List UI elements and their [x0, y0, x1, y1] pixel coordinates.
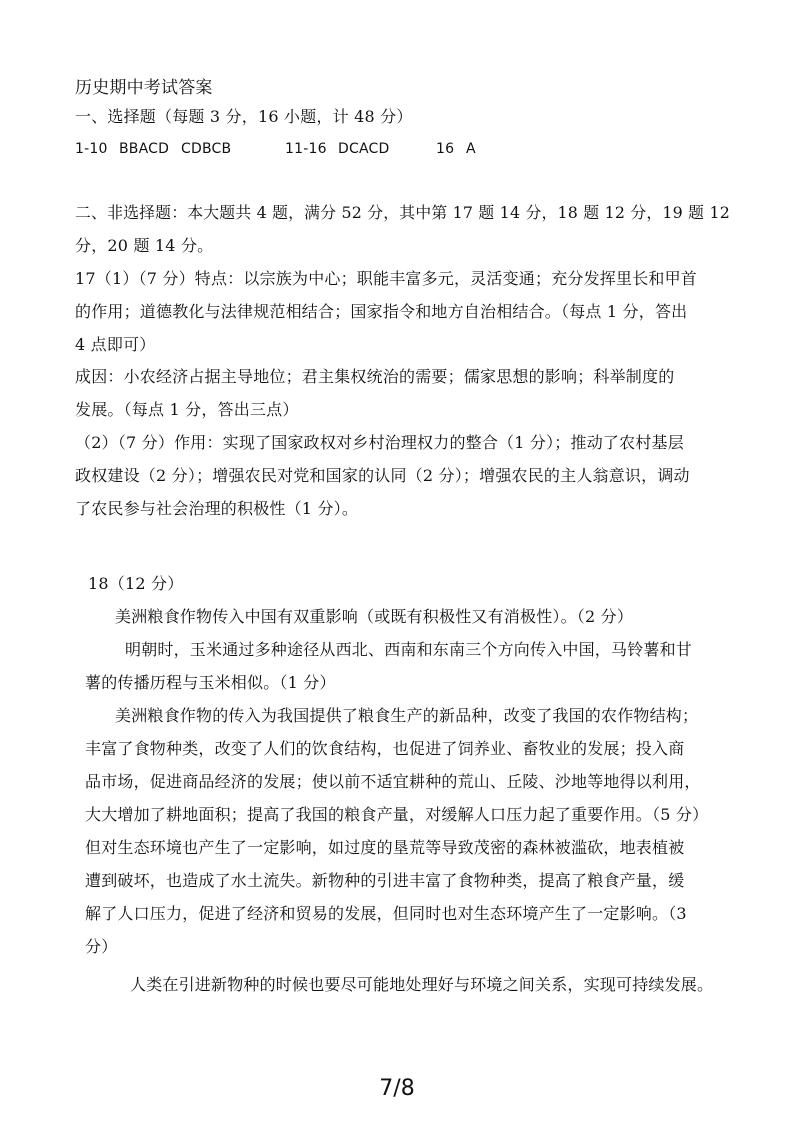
q18-line: 遭到破坏，也造成了水土流失。新物种的引进丰富了食物种类，提高了粮食产量，缓 [85, 871, 685, 890]
q18-line: 品市场，促进商品经济的发展；使以前不适宜耕种的荒山、丘陵、沙地等地得以利用， [85, 772, 701, 791]
q18-line: 分） [85, 937, 118, 956]
mcq-range-11-16: 11-16 [285, 141, 327, 157]
section2-line: 分，20 题 14 分。 [75, 236, 214, 255]
q18-line: 丰富了食物种类，改变了人们的饮食结构，也促进了饲养业、畜牧业的发展；投入商 [85, 739, 685, 758]
mcq-q16-answer: A [466, 141, 476, 157]
mcq-group-1: BBACD [119, 141, 170, 157]
q17-line: 成因：小农经济占据主导地位；君主集权统治的需要；儒家思想的影响；科举制度的 [75, 367, 675, 386]
mcq-group-3: DCACD [338, 141, 390, 157]
q17-line: 政权建设（2 分）；增强农民对党和国家的认同（2 分）；增强农民的主人翁意识，调动 [75, 466, 690, 485]
q18-line: 解了人口压力，促进了经济和贸易的发展，但同时也对生态环境产生了一定影响。（3 [85, 904, 687, 923]
q18-line: 但对生态环境也产生了一定影响，如过度的垦荒等导致茂密的森林被滥砍，地表植被 [85, 838, 685, 857]
q17-line: 的作用；道德教化与法律规范相结合；国家指令和地方自治相结合。（每点 1 分，答出 [75, 302, 688, 321]
q17-line: 了农民参与社会治理的积极性（1 分）。 [75, 499, 359, 518]
q18-line: 人类在引进新物种的时候也要尽可能地处理好与环境之间关系，实现可持续发展。 [130, 975, 714, 994]
q17-line: 4 点即可） [75, 335, 156, 354]
page-number: 7/8 [379, 1076, 415, 1101]
section1-heading: 一、选择题（每题 3 分，16 小题，计 48 分） [75, 107, 413, 126]
q18-line: 美洲粮食作物传入中国有双重影响（或既有积极性又有消极性）。（2 分） [115, 607, 634, 626]
q17-line: （2）（7 分）作用：实现了国家政权对乡村治理权力的整合（1 分）；推动了农村基层 [75, 433, 684, 452]
q17-line: 发展。（每点 1 分，答出三点） [75, 400, 299, 419]
q18-line: 明朝时，玉米通过多种途径从西北、西南和东南三个方向传入中国，马铃薯和甘 [125, 640, 693, 659]
q18-heading: 18（12 分） [88, 574, 184, 593]
mcq-range-1-10: 1-10 [75, 141, 108, 157]
q18-line: 大大增加了耕地面积；提高了我国的粮食产量，对缓解人口压力起了重要作用。（5 分） [85, 805, 709, 824]
q17-line: 17（1）（7 分）特点：以宗族为中心；职能丰富多元，灵活变通；充分发挥里长和甲首 [75, 269, 698, 288]
q18-line: 薯的传播历程与玉米相似。（1 分） [85, 673, 336, 692]
document-title: 历史期中考试答案 [75, 78, 213, 98]
section2-line: 二、非选择题：本大题共 4 题，满分 52 分，其中第 17 题 14 分，18 题 12 分，19 题 12 [75, 203, 731, 222]
mcq-group-2: CDBCB [181, 141, 232, 157]
q18-line: 美洲粮食作物的传入为我国提供了粮食生产的新品种，改变了我国的农作物结构； [115, 706, 699, 725]
mcq-q16-number: 16 [436, 141, 455, 157]
